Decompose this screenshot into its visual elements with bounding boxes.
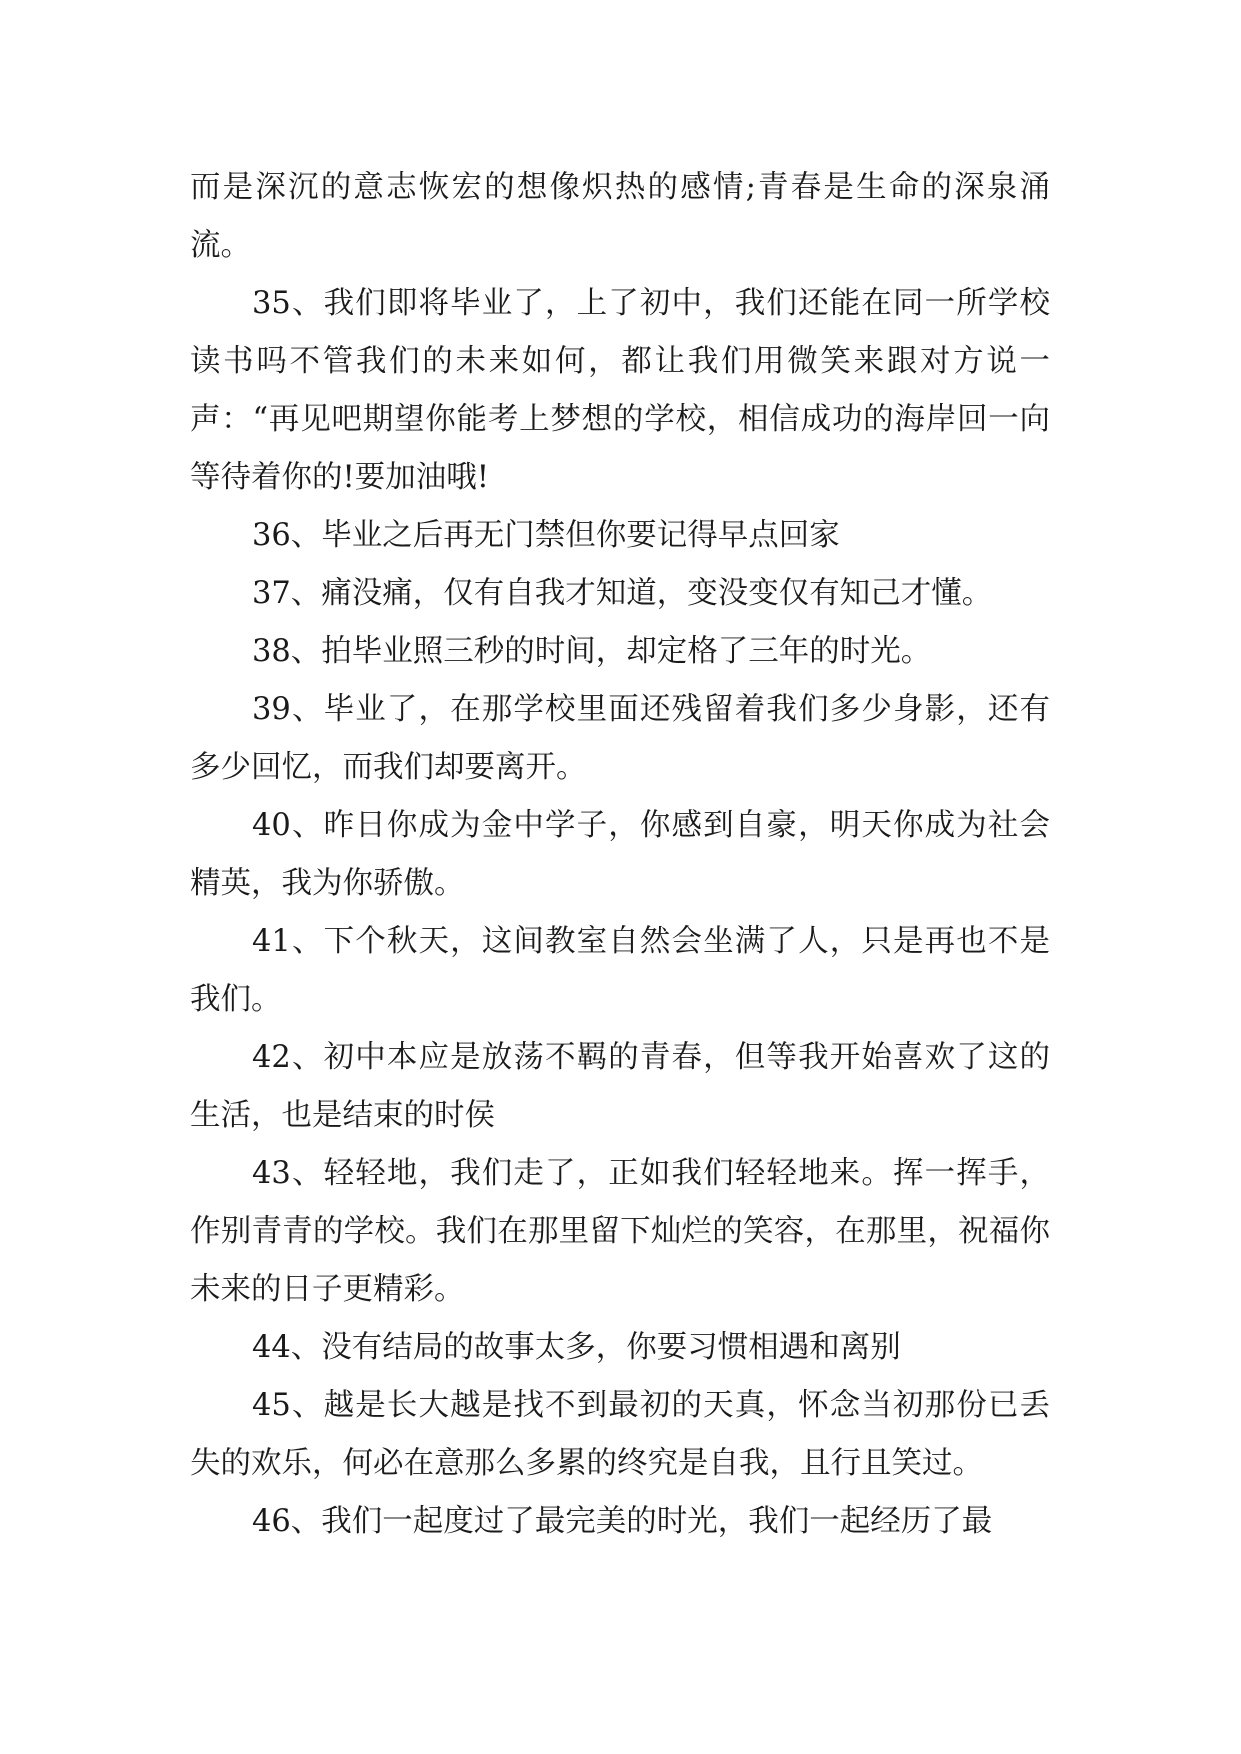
paragraph-continued: 而是深沉的意志恢宏的想像炽热的感情;青春是生命的深泉涌流。 [190,170,1050,263]
paragraph-42: 42、初中本应是放荡不羁的青春，但等我开始喜欢了这的生活，也是结束的时侯 [190,1040,1050,1133]
document-body [190,159,1050,1551]
paragraph-39: 39、毕业了，在那学校里面还残留着我们多少身影，还有多少回忆，而我们却要离开。 [190,692,1050,785]
paragraph-44: 44、没有结局的故事太多，你要习惯相遇和离别 [252,1330,901,1365]
paragraph-36: 36、毕业之后再无门禁但你要记得早点回家 [252,518,840,553]
paragraph-35: 35、我们即将毕业了，上了初中，我们还能在同一所学校读书吗不管我们的未来如何，都让我们用微笑来跟对方说一声：“再见吧期望你能考上梦想的学校，相信成功的海岸回一向等待着你的!要加油哦! [190,286,1050,495]
paragraph-40: 40、昨日你成为金中学子，你感到自豪，明天你成为社会精英，我为你骄傲。 [190,808,1050,901]
paragraph-37: 37、痛没痛，仅有自我才知道，变没变仅有知己才懂。 [252,576,993,611]
paragraph-41: 41、下个秋天，这间教室自然会坐满了人，只是再也不是我们。 [190,924,1050,1017]
paragraph-46: 46、我们一起度过了最完美的时光，我们一起经历了最 [252,1504,993,1539]
paragraph-45: 45、越是长大越是找不到最初的天真，怀念当初那份已丢失的欢乐，何必在意那么多累的终究是自我，且行且笑过。 [190,1388,1050,1481]
paragraph-43: 43、轻轻地，我们走了，正如我们轻轻地来。挥一挥手，作别青青的学校。我们在那里留下灿烂的笑容，在那里，祝福你未来的日子更精彩。 [190,1156,1050,1307]
paragraph-38: 38、拍毕业照三秒的时间，却定格了三年的时光。 [252,634,932,669]
